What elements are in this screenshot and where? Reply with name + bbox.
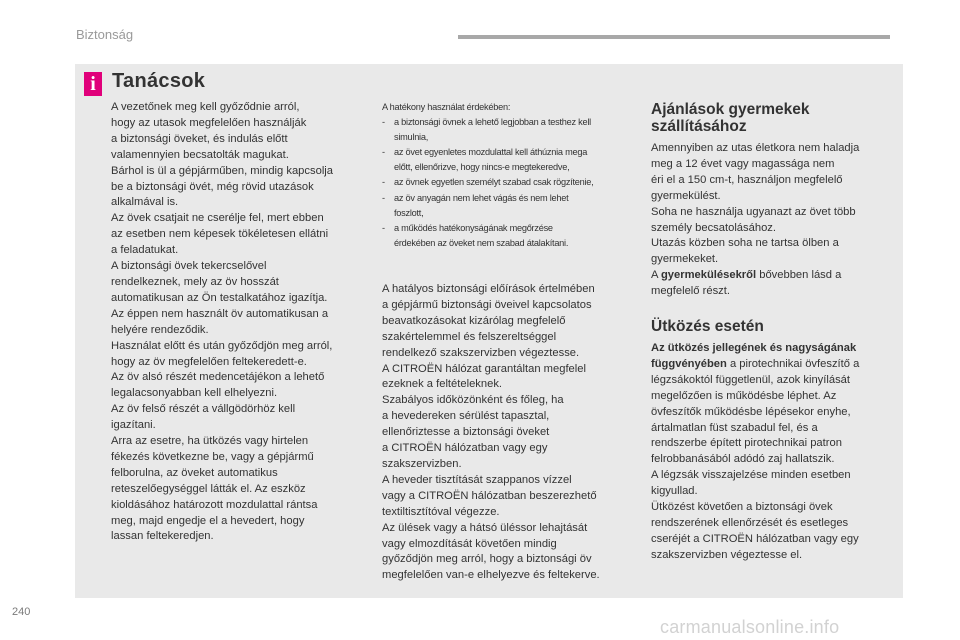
ref-suffix: bővebben lásd a: [756, 269, 842, 282]
efficient-use-list: [382, 100, 632, 251]
text-line: A hatályos biztonsági előírások értelmében: [382, 283, 595, 295]
text-line: vagy elmozdítását követően mindig: [382, 537, 557, 550]
list-item-line: foszlott,: [394, 207, 424, 218]
text-line: rendelkeznek, mely az öv hosszát: [111, 275, 279, 288]
text-line: éri el a 150 cm-t, használjon megfelelő: [651, 173, 843, 186]
child-transport-text: [651, 141, 881, 300]
text-line: cseréjét a CITROËN hálózatban vagy egy: [651, 532, 859, 545]
regular-text: a pirotechnikai övfeszítő a: [726, 357, 860, 370]
list-dash: -: [382, 147, 385, 158]
text-line: Utazás közben soha ne tartsa ölben a: [651, 237, 839, 250]
text-line-bold: [651, 341, 881, 357]
text-line: szakszervizben végeztesse el.: [651, 548, 803, 561]
list-item-line: a biztonsági övnek a lehető legjobban a testhez kell: [394, 117, 591, 128]
text-line: reteszelőegységgel látták el. Az eszköz: [111, 482, 306, 495]
text-line: rendelkező szakszervizben végeztesse.: [382, 346, 580, 359]
text-line: a biztonsági öveket, és indulás előtt: [111, 132, 288, 145]
list-intro: A hatékony használat érdekében:: [382, 102, 511, 112]
text-line: Az övek csatjait ne cserélje fel, mert ebben: [111, 212, 324, 225]
text-line: gyermekeket.: [651, 253, 719, 266]
text-line: hogy az öv megfelelően feltekeredett-e.: [111, 355, 307, 368]
text-line: személy becsatolásához.: [651, 221, 776, 234]
ref-link-text: gyermekülésekről: [660, 269, 757, 282]
text-line: Az öv felső részét a vállgödörhöz kell: [111, 403, 296, 416]
list-item: [382, 221, 632, 251]
text-line: ártalmatlan füst szabadul fel, és a: [651, 421, 818, 434]
text-line: hogy az utasok megfelelően használják: [111, 116, 307, 129]
list-item-line: simulnia,: [394, 132, 429, 143]
text-line: igazítani.: [111, 419, 156, 432]
text-line: rendszerbe épített pirotechnikai patron: [651, 437, 842, 450]
list-item: [382, 145, 632, 175]
text-line: vagy a CITROËN hálózatban beszerezhető: [382, 489, 597, 502]
text-line: felrobbanásából adódó zaj hallatszik.: [651, 453, 835, 466]
text-line: Szabályos időközönként és főleg, ha: [382, 394, 564, 407]
heading-line: Ajánlások gyermekek: [651, 101, 810, 118]
text-line: meg a 12 évet vagy magassága nem: [651, 157, 835, 170]
text-line: gyermekülést.: [651, 189, 721, 202]
text-line: lassan feltekeredjen.: [111, 530, 214, 543]
text-line: Az éppen nem használt öv automatikusan a: [111, 307, 329, 320]
text-line: Használat előtt és után győződjön meg arról,: [111, 339, 333, 352]
text-line: Arra az esetre, ha ütközés vagy hirtelen: [111, 435, 309, 448]
crash-text: [651, 341, 881, 564]
section-title: Tanácsok: [112, 70, 206, 92]
list-dash: -: [382, 177, 385, 188]
text-line: helyére rendeződik.: [111, 323, 209, 336]
text-line: győződjön meg arról, hogy a biztonsági öv: [382, 553, 592, 566]
text-line: meg, majd engedje el a hevedert, hogy: [111, 514, 305, 527]
info-icon: i: [84, 72, 102, 96]
text-line: legalacsonyabban kell elhelyezni.: [111, 387, 278, 400]
list-item-line: az övet egyenletes mozdulattal kell áthúznia mega: [394, 147, 588, 158]
cross-reference: [651, 268, 881, 284]
text-line: övfeszítők működésbe lépésekor enyhe,: [651, 405, 851, 418]
watermark: carmanualsonline.info: [660, 617, 840, 637]
text-line: alkalmával is.: [111, 196, 179, 209]
list-dash: -: [382, 222, 385, 233]
text-line: rendszerének ellenőrzését és esetleges: [651, 516, 849, 529]
text-line: A légzsák visszajelzése minden esetben: [651, 469, 851, 482]
list-dash: -: [382, 117, 385, 128]
ref-prefix: A: [651, 269, 661, 282]
text-line: A vezetőnek meg kell győződnie arról,: [111, 101, 300, 113]
text-line: Amennyiben az utas életkora nem haladja: [651, 142, 860, 154]
list-item-line: a működés hatékonyságának megőrzése: [394, 222, 553, 233]
text-line: A heveder tisztítását szappanos vízzel: [382, 473, 572, 486]
text-line: a CITROËN hálózatban vagy egy: [382, 442, 548, 455]
text-line: szakértelemmel és felszereltséggel: [382, 330, 557, 343]
text-line: Az ülések vagy a hátsó üléssor lehajtását: [382, 521, 588, 534]
text-line-mixed: [651, 357, 881, 373]
text-line: Ütközést követően a biztonsági övek: [651, 501, 833, 514]
header-divider: [458, 35, 890, 39]
text-line: textiltisztítóval végezze.: [382, 505, 500, 518]
text-line: megfelelő részt.: [651, 285, 730, 298]
list-item: [382, 175, 632, 190]
heading-line: szállításához: [651, 118, 747, 135]
text-line: kioldásához határozott mozdulattal rántsa: [111, 498, 318, 511]
bold-text: függvényében: [651, 357, 727, 370]
list-item: [382, 115, 632, 145]
chapter-title: Biztonság: [76, 27, 134, 42]
text-line: automatikusan az Ön testalkatához igazítja.: [111, 291, 328, 304]
column-1-text: [111, 100, 363, 545]
list-dash: -: [382, 192, 385, 203]
text-line: a feladatukat.: [111, 244, 179, 257]
column-2-text: [382, 282, 632, 584]
text-line: kigyullad.: [651, 485, 698, 498]
text-line: a gépjármű biztonsági öveivel kapcsolatos: [382, 298, 592, 311]
text-line: A CITROËN hálózat garantáltan megfelel: [382, 362, 586, 375]
text-line: a hevedereken sérülést tapasztal,: [382, 410, 550, 423]
list-item-line: előtt, ellenőrizve, hogy nincs-e megtekeredve,: [394, 162, 570, 173]
text-line: Bárhol is ül a gépjárműben, mindig kapcsolja: [111, 164, 334, 177]
list-item-line: az öv anyagán nem lehet vágás és nem lehet: [394, 192, 569, 203]
text-line: légzsákoktól függetlenül, azok kinyílását: [651, 373, 851, 386]
text-line: Az öv alsó részét medencetájékon a lehető: [111, 371, 325, 384]
child-transport-heading: [651, 101, 871, 135]
text-line: szakszervizben.: [382, 457, 462, 470]
bold-text: Az ütközés jellegének és nagyságának: [651, 342, 857, 354]
text-line: megfelelően van-e elhelyezve és feltekerve.: [382, 569, 600, 582]
text-line: beavatkozásokat kizárólag megfelelő: [382, 314, 566, 327]
text-line: ellenőriztesse a biztonsági öveket: [382, 426, 550, 439]
text-line: felborulna, az öveket automatikus: [111, 466, 278, 479]
text-line: be a biztonsági övét, még rövid utazások: [111, 180, 314, 193]
text-line: A biztonsági övek tekercselővel: [111, 260, 267, 273]
text-line: megelőzően is működésbe léphet. Az: [651, 389, 837, 402]
text-line: fékezés következne be, vagy a gépjármű: [111, 450, 314, 463]
text-line: ezeknek a feltételeknek.: [382, 378, 503, 391]
list-item: [382, 191, 632, 221]
page-number: 240: [12, 606, 31, 618]
text-line: valamennyien becsatolták magukat.: [111, 148, 289, 161]
list-item-line: az övnek egyetlen személyt szabad csak rögzítenie,: [394, 177, 594, 188]
crash-heading: Ütközés esetén: [651, 318, 764, 335]
text-line: Soha ne használja ugyanazt az övet több: [651, 205, 856, 218]
list-item-line: érdekében az öveket nem szabad átalakítani.: [394, 237, 569, 248]
text-line: az esetben nem képesek tökéletesen ellátni: [111, 228, 329, 241]
